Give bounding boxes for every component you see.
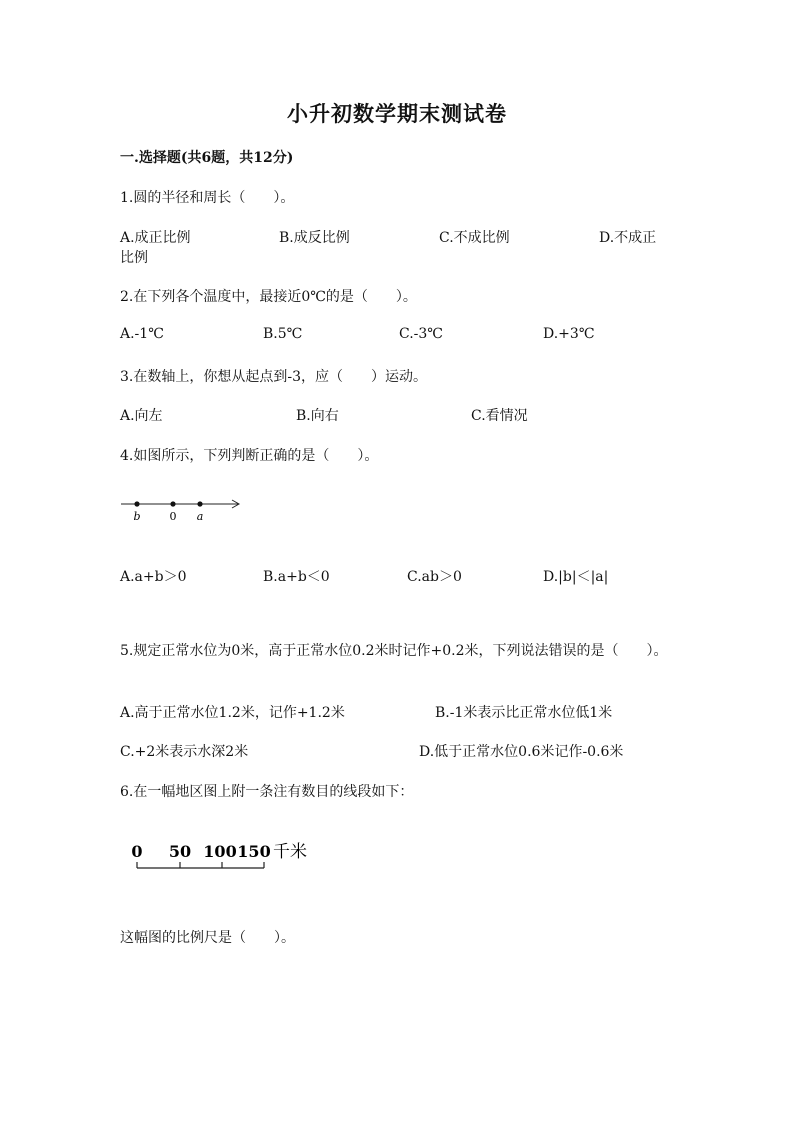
- question-5: 5.规定正常水位为0米，高于正常水位0.2米时记作+0.2米，下列说法错误的是（ ）。: [120, 643, 668, 659]
- q4-option-b[interactable]: B.a+b＜0: [263, 569, 330, 585]
- q5-option-c[interactable]: C.+2米表示水深2米: [120, 744, 249, 760]
- point-zero: [170, 501, 175, 506]
- q3-option-b[interactable]: B.向右: [296, 408, 339, 424]
- point-b: [134, 501, 139, 506]
- q5-option-a[interactable]: A.高于正常水位1.2米，记作+1.2米: [120, 705, 345, 721]
- scale-unit: 千米: [273, 842, 307, 862]
- label-b: b: [133, 510, 141, 523]
- point-a: [197, 501, 202, 506]
- q1-option-a[interactable]: A.成正比例: [120, 230, 191, 246]
- q3-option-c[interactable]: C.看情况: [471, 408, 528, 424]
- question-2: 2.在下列各个温度中，最接近0℃的是（ ）。: [120, 289, 417, 305]
- q2-option-a[interactable]: A.-1℃: [120, 326, 164, 342]
- q2-option-c[interactable]: C.-3℃: [399, 326, 443, 342]
- q4-option-d[interactable]: D.|b|＜|a|: [543, 569, 609, 585]
- q1-option-d[interactable]: D.不成正: [599, 230, 657, 246]
- q1-option-c[interactable]: C.不成比例: [439, 230, 510, 246]
- q5-option-d[interactable]: D.低于正常水位0.6米记作-0.6米: [419, 744, 624, 760]
- section-heading: 一.选择题(共6题，共12分): [120, 150, 294, 166]
- scale-label-50: 50: [168, 842, 192, 861]
- label-a: a: [196, 510, 204, 523]
- map-scale-bar: [128, 838, 328, 872]
- q1-option-b[interactable]: B.成反比例: [279, 230, 350, 246]
- label-zero: 0: [169, 510, 177, 523]
- q2-option-d[interactable]: D.+3℃: [543, 326, 595, 342]
- number-line-figure: [118, 494, 248, 524]
- question-1: 1.圆的半径和周长（ ）。: [120, 190, 295, 206]
- q5-option-b[interactable]: B.-1米表示比正常水位低1米: [435, 705, 613, 721]
- question-4: 4.如图所示，下列判断正确的是（ ）。: [120, 448, 379, 464]
- q2-option-b[interactable]: B.5℃: [263, 326, 303, 342]
- q4-option-a[interactable]: A.a+b＞0: [120, 569, 187, 585]
- page-title: 小升初数学期末测试卷: [287, 101, 507, 126]
- q3-option-a[interactable]: A.向左: [120, 408, 163, 424]
- question-6-prompt: 这幅图的比例尺是（ ）。: [120, 930, 295, 946]
- q4-option-c[interactable]: C.ab＞0: [407, 569, 462, 585]
- scale-label-150: 150: [237, 842, 271, 861]
- question-6: 6.在一幅地区图上附一条注有数目的线段如下：: [120, 784, 414, 800]
- question-3: 3.在数轴上，你想从起点到-3，应（ ）运动。: [120, 369, 427, 385]
- q1-option-d-continued: 比例: [120, 250, 148, 266]
- scale-label-0: 0: [131, 842, 143, 861]
- scale-label-100: 100: [203, 842, 237, 861]
